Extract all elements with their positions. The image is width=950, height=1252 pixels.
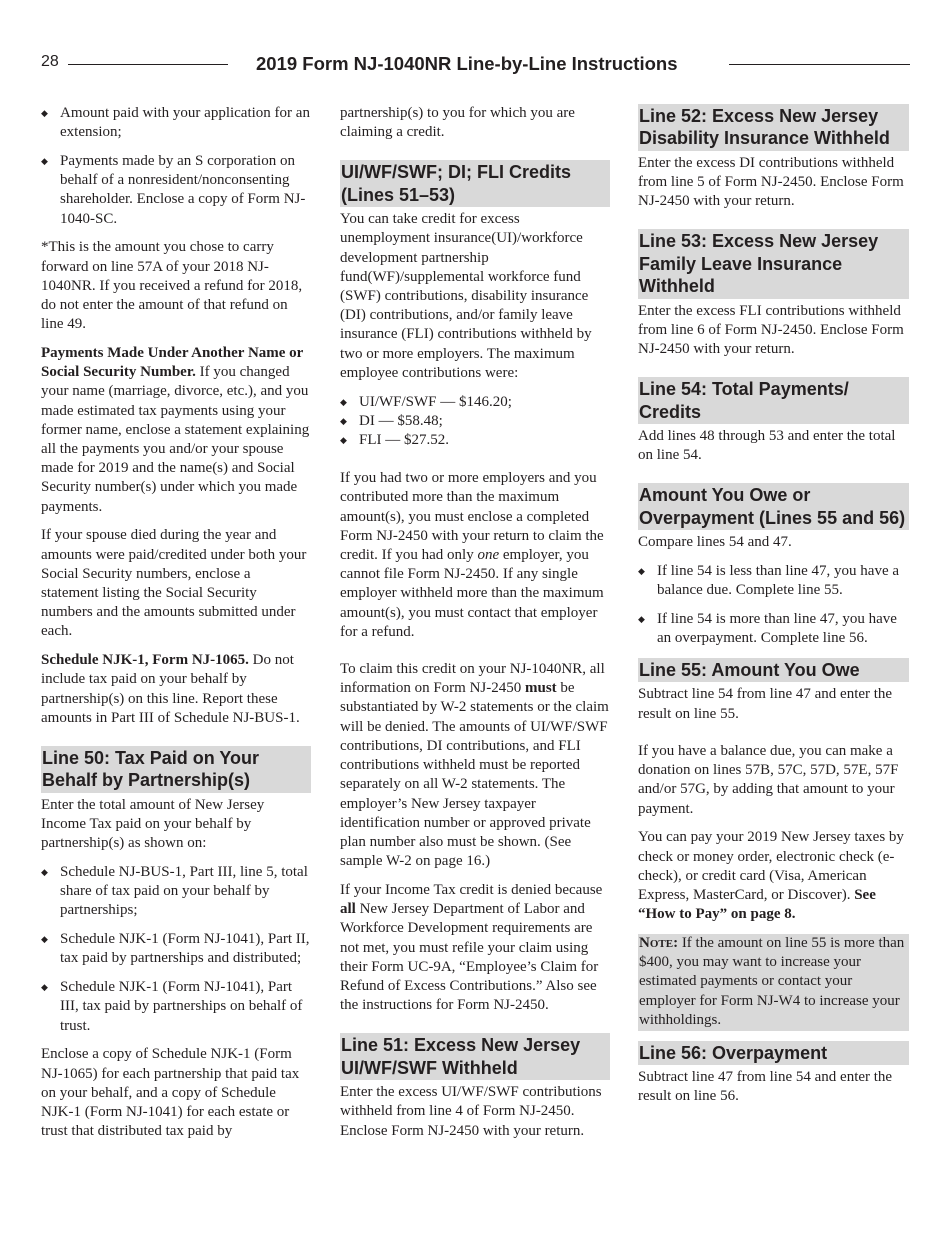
line-50-enclose: Enclose a copy of Schedule NJK-1 (Form NJ-1065) for each partnership that paid tax on your behalf, and a copy of Schedule NJK-1 (Form NJ-1041) for each estate or trust that distributed tax paid by: [41, 1046, 300, 1140]
diamond-bullet-icon: ◆: [340, 435, 347, 446]
other-name-paragraph: Payments Made Under Another Name or Social Security Number. If you changed your name (marriage, divorce, etc.), and you made estimated tax payments using your former name, enclose a statement explaining all the payments you and/or your spouse made for 2019 and the name(s) and Social Security number(s) under which you made payments.: [41, 345, 310, 515]
line-52-heading: Line 52: Excess New Jersey Disability Insurance Withheld: [638, 104, 909, 151]
line-50-list: [41, 863, 311, 1036]
diamond-bullet-icon: ◆: [41, 934, 48, 945]
page-title: 2019 Form NJ-1040NR Line-by-Line Instructions: [256, 53, 678, 74]
column-3: [638, 104, 909, 1106]
line-50-intro: Enter the total amount of New Jersey Income Tax paid on your behalf by partnership(s) as shown on:: [41, 796, 265, 852]
owe-list: [638, 562, 909, 648]
schedule-njk1-paragraph: Schedule NJK-1, Form NJ-1065. Do not include tax paid on your behalf by partnership(s) on this line. Report these amounts in Part III of Schedule NJ-BUS-1.: [41, 652, 300, 726]
line-53-text: Enter the excess FLI contributions withheld from line 6 of Form NJ-2450. Enclose Form NJ-2450 with your return.: [638, 302, 904, 358]
continued-text: partnership(s) to you for which you are claiming a credit.: [340, 105, 575, 141]
line-52-text: Enter the excess DI contributions withheld from line 5 of Form NJ-2450. Enclose Form NJ-2450 with your return.: [638, 154, 904, 210]
list-item: ◆ Schedule NJK-1 (Form NJ-1041), Part II, tax paid by partnerships and distributed;: [41, 931, 310, 967]
how-to-pay-paragraph: You can pay your 2019 New Jersey taxes by check or money order, electronic check (e-check), or credit card (Visa, American Express, MasterCard, or Discover). See “How to Pay” on page 8.: [638, 829, 904, 923]
diamond-bullet-icon: ◆: [41, 156, 48, 166]
line-55-text: Subtract line 54 from line 47 and enter the result on line 55.: [638, 686, 893, 722]
line-51-heading: Line 51: Excess New Jersey UI/WF/SWF Withheld: [340, 1033, 610, 1080]
ui-credits-intro: You can take credit for excess unemployment insurance(UI)/workforce development partnership fund(WF)/supplemental workforce fund (SWF) contributions, disability insurance (DI) contributions, and/or family leave insurance (FLI) contributions withheld by two or more employers. The maximum employee contributions were:: [340, 211, 592, 381]
payments-list: [41, 104, 311, 229]
header-rule-left: [68, 64, 228, 65]
note-box: Note: If the amount on line 55 is more than $400, you may want to increase your estimated payments or contact your employer for Form NJ-W4 to increase your withholdings.: [638, 934, 909, 1031]
list-item: ◆ FLI — $27.52.: [340, 431, 610, 450]
two-employers-paragraph: If you had two or more employers and you contributed more than the maximum amount(s), you must enclose a completed Form NJ-2450 with your return to claim the credit. If you had only one employer, you cannot file Form NJ-2450. If any single employer withheld more than the maximum amount(s), you must contact that employer for a refund.: [340, 470, 604, 640]
list-item: ◆ Schedule NJ-BUS-1, Part III, line 5, total share of tax paid on your behalf by partnerships;: [41, 864, 308, 919]
line-55-heading: Line 55: Amount You Owe: [638, 658, 909, 682]
column-1: [41, 104, 311, 1142]
page-number: 28: [41, 53, 59, 70]
credit-denied-paragraph: If your Income Tax credit is denied because all New Jersey Department of Labor and Workforce Development requirements are not met, you must refile your claim using their Form UC-9A, “Employee’s Claim for Refund of Excess Contributions.” Also see the instructions for Form NJ-2450.: [340, 881, 603, 1014]
list-item: ◆ Payments made by an S corporation on behalf of a nonresident/nonconsenting shareholder. Enclose a copy of Form NJ-1040-SC.: [41, 153, 306, 227]
line-56-text: Subtract line 47 from line 54 and enter the result on line 56.: [638, 1068, 893, 1105]
carry-forward-note: *This is the amount you chose to carry forward on line 57A of your 2018 NJ-1040NR. If you received a refund for 2018, do not enter the amount of that refund on line 49.: [41, 239, 303, 333]
header-rule-right: [729, 64, 910, 65]
line-53-heading: Line 53: Excess New Jersey Family Leave Insurance Withheld: [638, 229, 909, 298]
column-2: [340, 104, 610, 1141]
list-item: ◆ If line 54 is more than line 47, you have an overpayment. Complete line 56.: [638, 611, 897, 647]
diamond-bullet-icon: ◆: [638, 566, 645, 577]
diamond-bullet-icon: ◆: [41, 108, 48, 118]
diamond-bullet-icon: ◆: [340, 396, 347, 407]
ui-credits-heading: UI/WF/SWF; DI; FLI Credits (Lines 51–53): [340, 160, 610, 207]
line-54-heading: Line 54: Total Payments/ Credits: [638, 377, 909, 424]
diamond-bullet-icon: ◆: [41, 982, 48, 993]
list-item: ◆ Schedule NJK-1 (Form NJ-1041), Part III, tax paid by partnerships on behalf of trust.: [41, 979, 303, 1034]
line-56-heading: Line 56: Overpayment: [638, 1041, 909, 1065]
max-contributions-list: [340, 393, 610, 451]
line-54-text: Add lines 48 through 53 and enter the total on line 54.: [638, 428, 896, 464]
page-header: [41, 52, 910, 78]
diamond-bullet-icon: ◆: [41, 867, 48, 878]
amount-owe-heading: Amount You Owe or Overpayment (Lines 55 and 56): [638, 483, 909, 530]
claim-credit-paragraph: To claim this credit on your NJ-1040NR, all information on Form NJ-2450 must be substantiated by W-2 statements or the claim will be denied. The amounts of UI/WF/SWF contributions, DI contributions, and FLI contributions withheld must be reported separately on all W-2 statements. The employer’s New Jersey taxpayer identification number or approved private plan number also must be shown. (See sample W-2 on page 16.): [340, 661, 609, 870]
diamond-bullet-icon: ◆: [340, 415, 347, 426]
spouse-died-paragraph: If your spouse died during the year and amounts were paid/credited under both your Social Security numbers, enclose a statement listing the Social Security numbers and the amounts submitted under each.: [41, 527, 307, 640]
list-item: ◆ UI/WF/SWF — $146.20;: [340, 393, 610, 412]
diamond-bullet-icon: ◆: [638, 614, 645, 625]
amount-owe-intro: Compare lines 54 and 47.: [638, 534, 792, 551]
line-51-text: Enter the excess UI/WF/SWF contributions withheld from line 4 of Form NJ-2450. Enclose Form NJ-2450 with your return.: [340, 1084, 602, 1139]
list-item: ◆ DI — $58.48;: [340, 412, 610, 431]
list-item: ◆ Amount paid with your application for an extension;: [41, 105, 310, 141]
line-50-heading: Line 50: Tax Paid on Your Behalf by Partnership(s): [41, 746, 311, 793]
donation-paragraph: If you have a balance due, you can make a donation on lines 57B, 57C, 57D, 57E, 57F and/or 57G, by adding that amount to your payment.: [638, 742, 899, 817]
list-item: ◆ If line 54 is less than line 47, you have a balance due. Complete line 55.: [638, 563, 900, 599]
note-label: Note:: [639, 934, 679, 951]
